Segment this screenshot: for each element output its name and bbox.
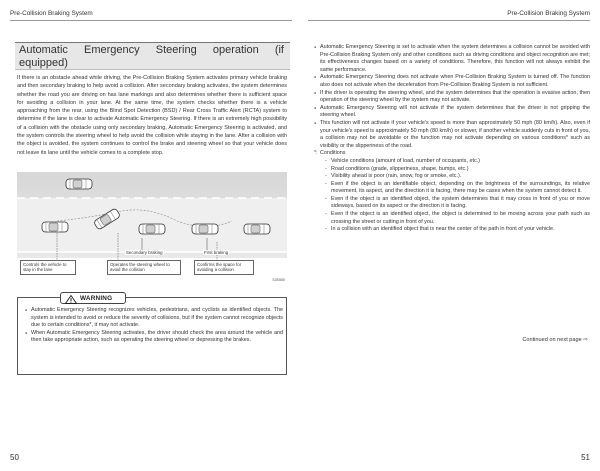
continued-link[interactable]: Continued on next page ⇨ — [522, 337, 588, 343]
image-id: S3E850 — [272, 278, 285, 282]
callout-stay-in-lane: Controls the vehicle to stay in the lane — [20, 260, 76, 275]
right-bullet: ● Automatic Emergency Steering does not activate when Pre-Collision Braking System is turned off. The function also does not activate when the deceleration from Pre-Collision Braking System is not sufficient. — [314, 74, 590, 88]
condition-item: - Visibility ahead is poor (rain, snow, fog or smoke, etc.). — [325, 173, 590, 181]
header-right-title: Pre-Collision Braking System — [507, 10, 590, 17]
car-icon — [192, 224, 218, 234]
condition-item: - In a collision with an identified object that is near the center of the path in front of your vehicle. — [325, 226, 590, 234]
warning-tag — [60, 292, 126, 304]
section-title-line1: Automatic Emergency Steering operation (if — [19, 44, 284, 56]
right-bullet: ● If the driver is operating the steering wheel, and the system determines that the operation is evasive action, then operation of the steering wheel by the system may not activate. — [314, 89, 590, 104]
label-first-braking: First braking — [204, 250, 229, 255]
label-secondary-braking: Secondary braking — [126, 250, 163, 255]
car-icon — [244, 224, 270, 234]
section-title-line2: equipped) — [19, 57, 68, 69]
car-icon — [66, 179, 92, 189]
condition-item: - Road conditions (grade, slipperiness, shape, bumps, etc.) — [325, 166, 590, 174]
condition-item: - Vehicle conditions (amount of load, number of occupants, etc.) — [325, 158, 590, 166]
condition-item: - Even if the object is an identified object, the object is determined to be moving across your path such as crossing the street or cutting in front of you. — [325, 211, 590, 226]
steering-diagram — [17, 172, 287, 282]
page-number-left: 50 — [10, 453, 19, 462]
conditions-list — [314, 158, 590, 234]
right-bullet: ● Automatic Emergency Steering will not activate if the system determines that the driver is not gripping the steering wheel. — [314, 104, 590, 119]
condition-item: - Even if the object is an identifiable object, depending on the brightness of the surroundings, its relative movement, its aspect, and the direction it is facing, there may be cases when the system cannot detect it. — [325, 181, 590, 196]
header-rule-left — [10, 20, 292, 21]
warning-box — [17, 297, 287, 375]
right-bullet: ● This function will not activate if your vehicle's speed is more than approximately 50 mph (80 km/h). Also, even if your vehicle's speed is approximately 50 mph (80 km/h) or slower, if another vehicle suddenly cuts in front of you, a collision may not be avoidable or the function may not activate depending on various conditions* such as visibility or the slipperiness of the road. — [314, 119, 590, 149]
warning-list — [25, 307, 283, 345]
car-icon — [139, 224, 165, 234]
car-icon — [42, 222, 68, 232]
condition-item: - Even if the object is an identified object, the system determines that it may cross in front of you or move sideways, based on its aspect or the direction it is facing. — [325, 196, 590, 211]
warning-item: ● Automatic Emergency Steering recognizes vehicles, pedestrians, and cyclists as identified objects. The system is intended to avoid or reduce the severity of collisions, but if the system cannot recognize objects due to certain conditions*, it may not activate. — [25, 307, 283, 330]
page-number-right: 51 — [581, 453, 590, 462]
warning-item: ● When Automatic Emergency Steering activates, the driver should check the area around the vehicle and then take appropriate action, such as operating the steering wheel or depressing the brakes. — [25, 330, 283, 345]
conditions-heading: *: Conditions — [314, 150, 346, 157]
callout-steering-wheel: Operates the steering wheel to avoid the collision — [107, 260, 181, 275]
header-rule-right — [308, 20, 590, 21]
intro-paragraph: If there is an obstacle ahead while driving, the Pre-Collision Braking System activates primary vehicle braking and then secondary braking to help avoid a collision. After secondary braking activates, the system determines whether the road you are driving on has lane markings and also determines whether there is sufficient space for avoiding a collision in your lane. At the same time, the system checks whether there is a vehicle approaching from the rear, using the Blind Spot Detection (BSD) / Rear Cross Traffic Alert (RCTA) system to determine if the lane is clear to activate Automatic Emergency Steering. If there is an extremely high possibility of a collision with the obstacle using only secondary braking, Automatic Emergency Steering is activated, and the system controls the steering wheel to help avoid the collision while staying in the lane. After a collision with the object is avoided, the system continues to control the brake and steering wheel so that your vehicle does not leave its lane until the vehicle comes to a complete stop. — [17, 75, 287, 156]
section-title — [15, 42, 290, 70]
warning-label: WARNING — [80, 295, 113, 302]
header-left-title: Pre-Collision Braking System — [10, 10, 93, 17]
warning-triangle-icon — [65, 295, 77, 304]
right-column — [314, 44, 590, 234]
callout-avoid-space: Confirms the space for avoiding a collision — [194, 260, 254, 275]
right-bullet: ● Automatic Emergency Steering is set to activate when the system determines a collision cannot be avoided with Pre-Collision Braking System only and other conditions such as driving conditions and object recognition are met; its effectiveness changes based on a variety of conditions. Therefore, this function will not always exhibit the same performance. — [314, 44, 590, 73]
